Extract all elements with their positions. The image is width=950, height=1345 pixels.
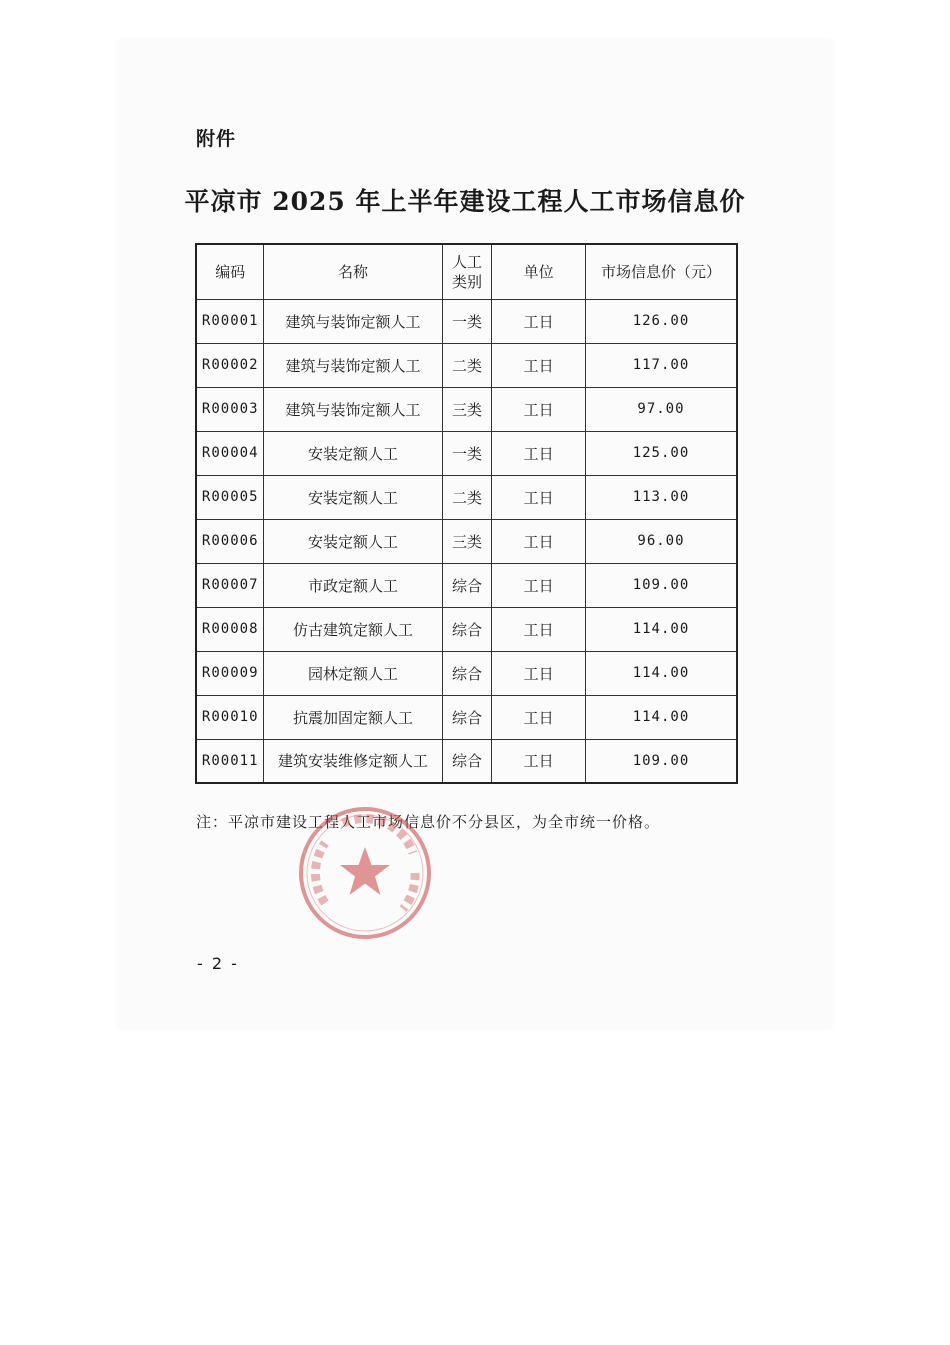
cell-unit: 工日 xyxy=(492,607,586,651)
cell-code: R00005 xyxy=(196,475,264,519)
labor-price-table xyxy=(195,243,738,784)
cell-unit: 工日 xyxy=(492,475,586,519)
attachment-label: 附件 xyxy=(196,128,237,150)
cell-name: 安装定额人工 xyxy=(264,475,442,519)
seal-text-arc-right xyxy=(403,873,415,909)
footnote: 注：平凉市建设工程人工市场信息价不分县区，为全市统一价格。 xyxy=(196,813,661,831)
header-name: 名称 xyxy=(264,244,442,299)
cell-name: 安装定额人工 xyxy=(264,519,442,563)
page-number: - 2 - xyxy=(197,954,239,973)
cell-unit: 工日 xyxy=(492,651,586,695)
cell-name: 建筑与装饰定额人工 xyxy=(264,299,442,343)
cell-code: R00006 xyxy=(196,519,264,563)
cell-category: 二类 xyxy=(442,475,492,519)
cell-name: 市政定额人工 xyxy=(264,563,442,607)
cell-code: R00007 xyxy=(196,563,264,607)
cell-code: R00010 xyxy=(196,695,264,739)
cell-unit: 工日 xyxy=(492,739,586,783)
cell-category: 三类 xyxy=(442,387,492,431)
table-row xyxy=(196,519,737,563)
seal-text-arc-top xyxy=(343,819,413,853)
table-row xyxy=(196,651,737,695)
cell-unit: 工日 xyxy=(492,387,586,431)
cell-price: 117.00 xyxy=(585,343,737,387)
cell-price: 96.00 xyxy=(585,519,737,563)
cell-price: 109.00 xyxy=(585,563,737,607)
cell-price: 126.00 xyxy=(585,299,737,343)
cell-code: R00002 xyxy=(196,343,264,387)
cell-price: 113.00 xyxy=(585,475,737,519)
cell-code: R00008 xyxy=(196,607,264,651)
cell-code: R00004 xyxy=(196,431,264,475)
cell-name: 安装定额人工 xyxy=(264,431,442,475)
header-category-line1: 人工 xyxy=(451,252,482,271)
cell-name: 仿古建筑定额人工 xyxy=(264,607,442,651)
table-header-row xyxy=(196,244,737,299)
cell-price: 125.00 xyxy=(585,431,737,475)
cell-unit: 工日 xyxy=(492,563,586,607)
cell-unit: 工日 xyxy=(492,431,586,475)
header-unit: 单位 xyxy=(492,244,586,299)
cell-code: R00011 xyxy=(196,739,264,783)
table-row xyxy=(196,475,737,519)
cell-category: 综合 xyxy=(442,739,492,783)
cell-unit: 工日 xyxy=(492,343,586,387)
cell-category: 一类 xyxy=(442,431,492,475)
table-row xyxy=(196,387,737,431)
seal-star-icon xyxy=(340,847,390,895)
official-seal-stamp xyxy=(295,803,435,943)
table-row xyxy=(196,343,737,387)
table-row xyxy=(196,563,737,607)
cell-name: 建筑与装饰定额人工 xyxy=(264,387,442,431)
cell-name: 抗震加固定额人工 xyxy=(264,695,442,739)
cell-unit: 工日 xyxy=(492,519,586,563)
cell-category: 一类 xyxy=(442,299,492,343)
cell-category: 三类 xyxy=(442,519,492,563)
document-title: 平凉市 2025 年上半年建设工程人工市场信息价 xyxy=(184,187,746,216)
cell-category: 综合 xyxy=(442,563,492,607)
cell-name: 建筑安装维修定额人工 xyxy=(264,739,442,783)
cell-price: 97.00 xyxy=(585,387,737,431)
cell-name: 建筑与装饰定额人工 xyxy=(264,343,442,387)
table-row xyxy=(196,431,737,475)
table-row xyxy=(196,695,737,739)
cell-price: 114.00 xyxy=(585,651,737,695)
table-row xyxy=(196,607,737,651)
cell-name: 园林定额人工 xyxy=(264,651,442,695)
header-price: 市场信息价（元） xyxy=(585,244,737,299)
cell-unit: 工日 xyxy=(492,299,586,343)
cell-category: 综合 xyxy=(442,695,492,739)
cell-code: R00001 xyxy=(196,299,264,343)
header-category xyxy=(442,244,492,299)
cell-category: 二类 xyxy=(442,343,492,387)
seal-text-arc-left xyxy=(315,843,325,903)
cell-code: R00003 xyxy=(196,387,264,431)
table-row xyxy=(196,299,737,343)
table-row xyxy=(196,739,737,783)
cell-unit: 工日 xyxy=(492,695,586,739)
cell-price: 109.00 xyxy=(585,739,737,783)
header-category-line2: 类别 xyxy=(451,272,482,291)
cell-price: 114.00 xyxy=(585,695,737,739)
cell-price: 114.00 xyxy=(585,607,737,651)
header-code: 编码 xyxy=(196,244,264,299)
cell-category: 综合 xyxy=(442,607,492,651)
cell-code: R00009 xyxy=(196,651,264,695)
cell-category: 综合 xyxy=(442,651,492,695)
